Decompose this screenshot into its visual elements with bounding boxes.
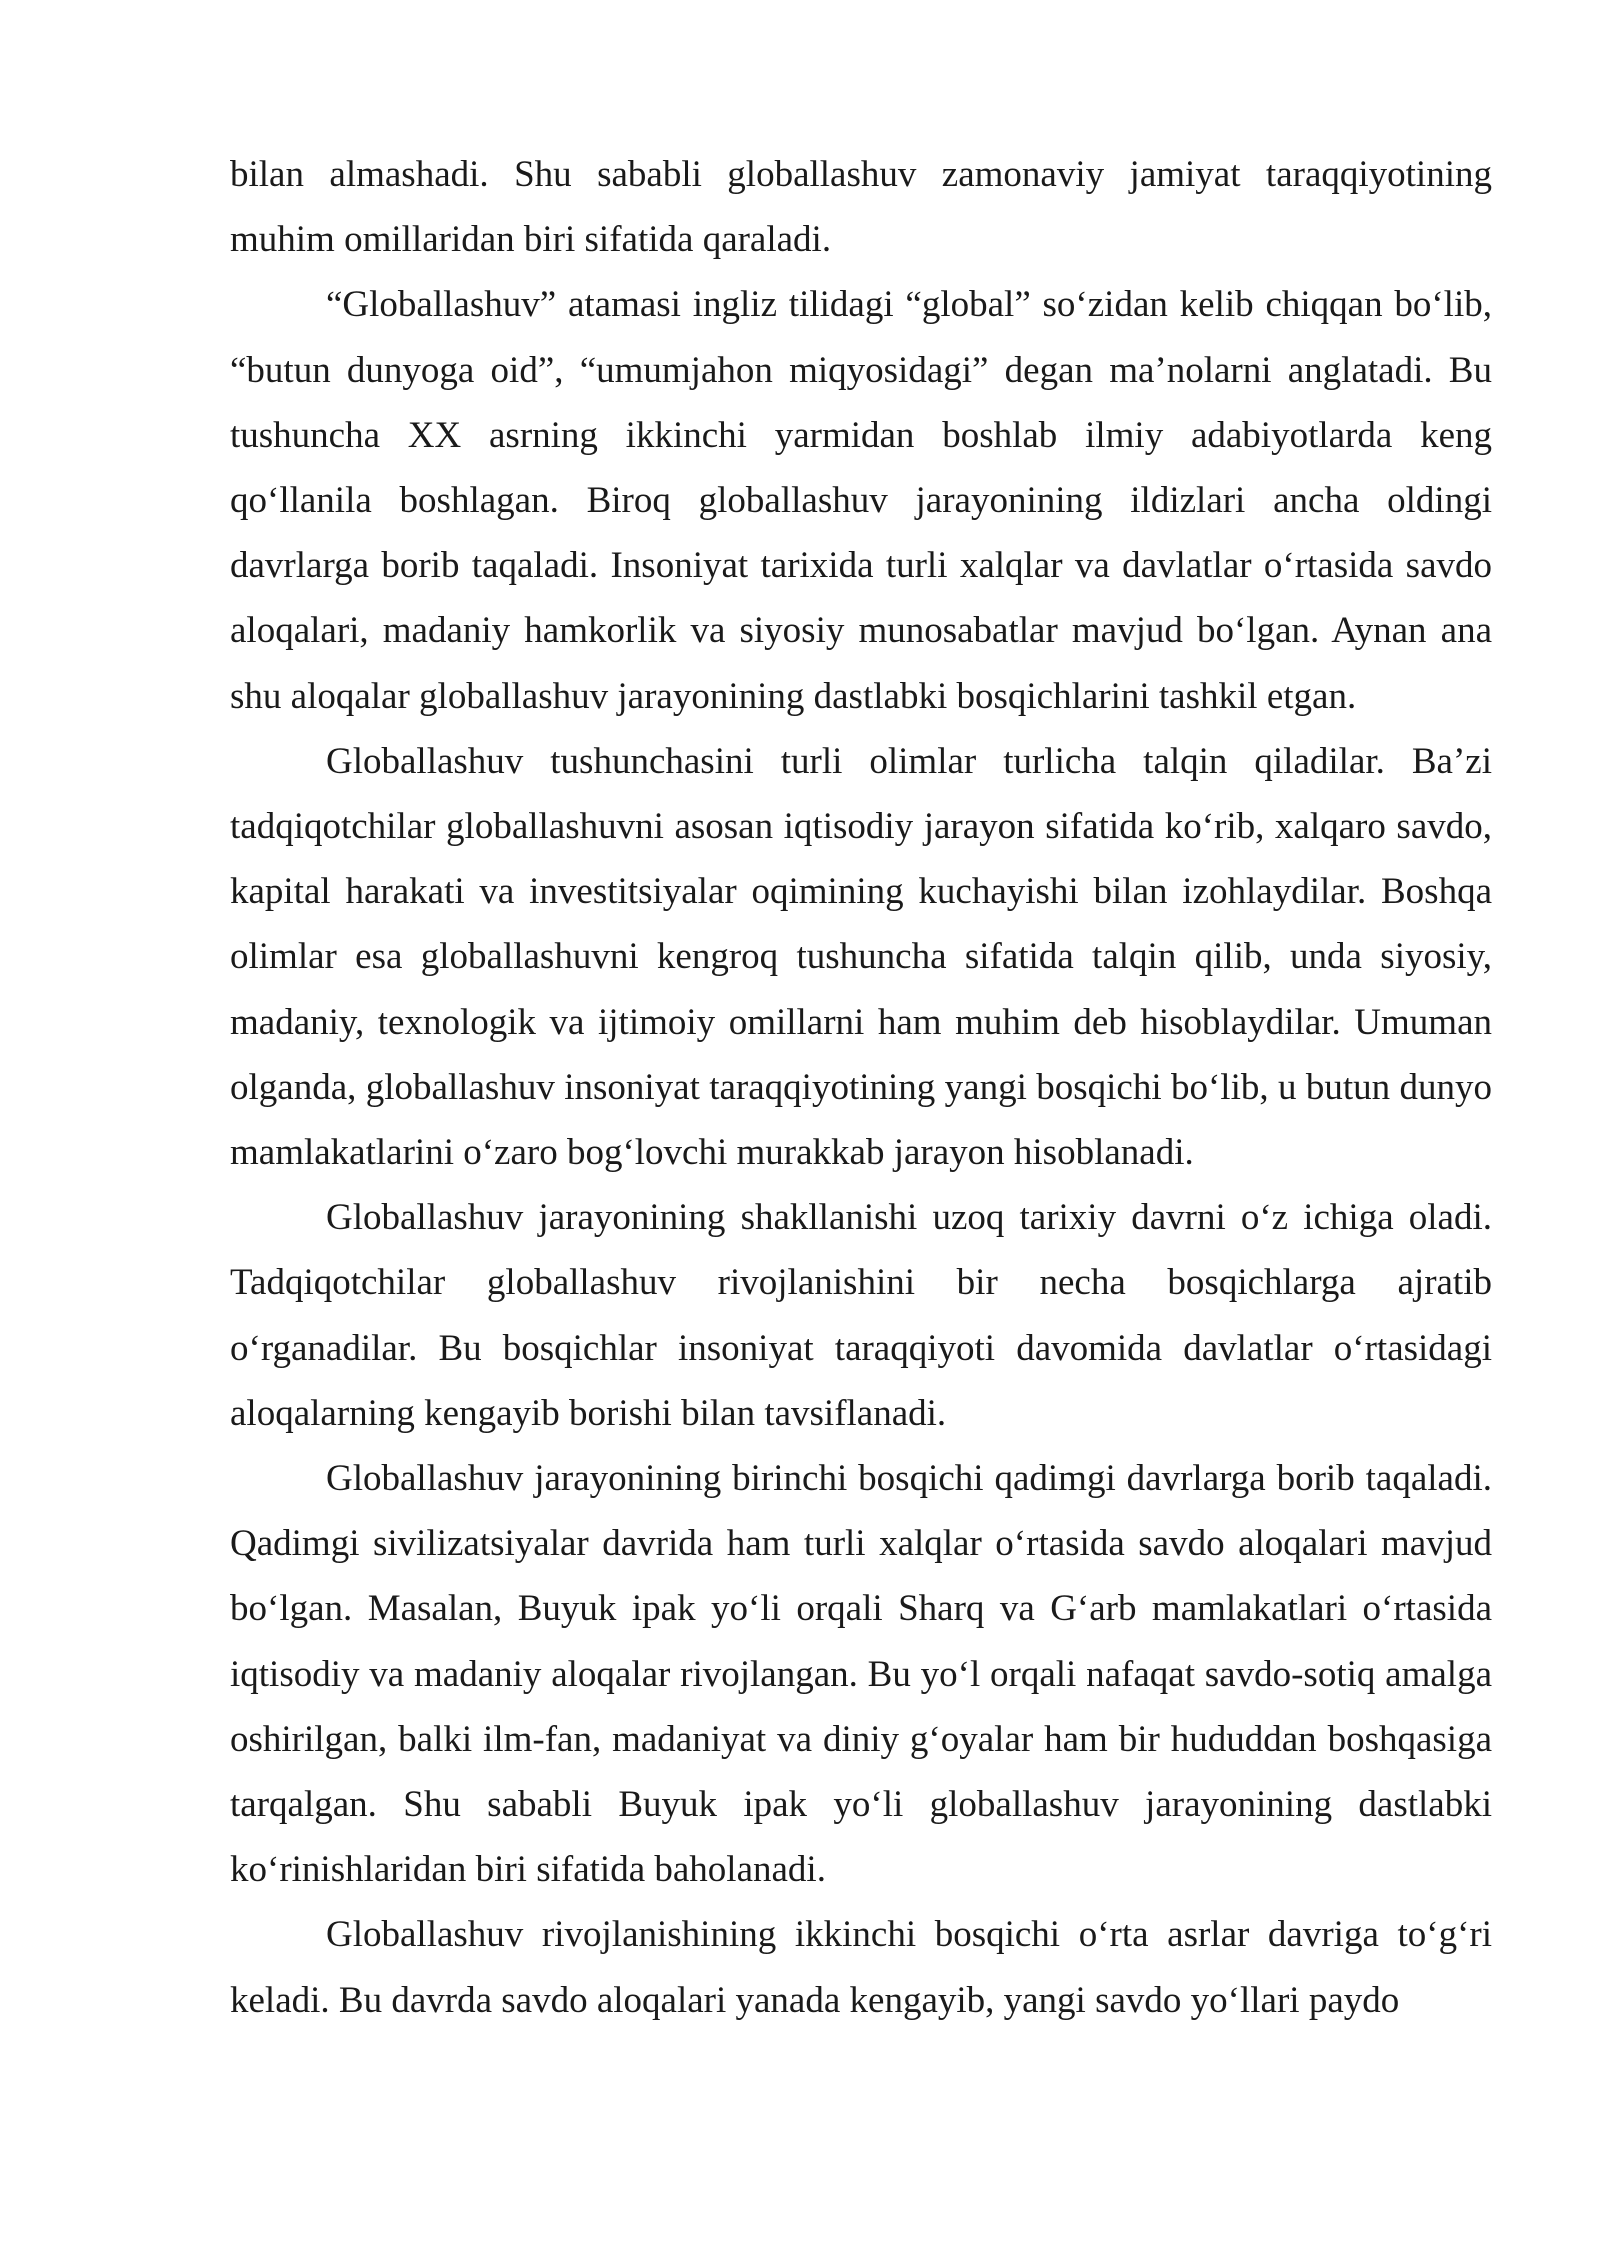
paragraph-continuation: bilan almashadi. Shu sababli globallashuv zamonaviy jamiyat taraqqiyotining muhim omillaridan biri sifatida qaraladi. xyxy=(230,154,1492,261)
paragraph-formation: Globallashuv jarayonining shakllanishi uzoq tarixiy davrni o‘z ichiga oladi. Tadqiqotchilar globallashuv rivojlanishini bir necha bosqichlarga ajratib o‘rganadilar. Bu bosqichlar insoniyat taraqqiyoti davomida davlatlar o‘rtasidagi aloqalarning kengayib borishi bilan tavsiflanadi. xyxy=(230,1197,1492,1434)
paragraph-globallashuv-term: “Globallashuv” atamasi ingliz tilidagi “global” so‘zidan kelib chiqqan bo‘lib, “butun dunyoga oid”, “umumjahon miqyosidagi” degan ma’nolarni anglatadi. Bu tushuncha XX asrning ikkinchi yarmidan boshlab ilmiy adabiyotlarda keng qo‘llanila boshlagan. Biroq globallashuv jarayonining ildizlari ancha oldingi davrlarga borib taqaladi. Insoniyat tarixida turli xalqlar va davlatlar o‘rtasida savdo aloqalari, madaniy hamkorlik va siyosiy munosabatlar mavjud bo‘lgan. Aynan ana shu aloqalar globallashuv jarayonining dastlabki bosqichlarini tashkil etgan. xyxy=(230,284,1492,717)
document-page xyxy=(230,142,1492,2033)
paragraph-second-stage: Globallashuv rivojlanishining ikkinchi bosqichi o‘rta asrlar davriga to‘g‘ri keladi. Bu davrda savdo aloqalari yanada kengayib, yangi savdo yo‘llari paydo xyxy=(230,1914,1492,2021)
paragraph-interpretations: Globallashuv tushunchasini turli olimlar turlicha talqin qiladilar. Ba’zi tadqiqotchilar globallashuvni asosan iqtisodiy jarayon sifatida ko‘rib, xalqaro savdo, kapital harakati va investitsiyalar oqimining kuchayishi bilan izohlaydilar. Boshqa olimlar esa globallashuvni kengroq tushuncha sifatida talqin qilib, unda siyosiy, madaniy, texnologik va ijtimoiy omillarni ham muhim deb hisoblaydilar. Umuman olganda, globallashuv insoniyat taraqqiyotining yangi bosqichi bo‘lib, u butun dunyo mamlakatlarini o‘zaro bog‘lovchi murakkab jarayon hisoblanadi. xyxy=(230,740,1492,1174)
paragraph-first-stage: Globallashuv jarayonining birinchi bosqichi qadimgi davrlarga borib taqaladi. Qadimgi sivilizatsiyalar davrida ham turli xalqlar o‘rtasida savdo aloqalari mavjud bo‘lgan. Masalan, Buyuk ipak yo‘li orqali Sharq va G‘arb mamlakatlari o‘rtasida iqtisodiy va madaniy aloqalar rivojlangan. Bu yo‘l orqali nafaqat savdo-sotiq amalga oshirilgan, balki ilm-fan, madaniyat va diniy g‘oyalar ham bir hududdan boshqasiga tarqalgan. Shu sababli Buyuk ipak yo‘li globallashuv jarayonining dastlabki ko‘rinishlaridan biri sifatida baholanadi. xyxy=(230,1458,1492,1891)
